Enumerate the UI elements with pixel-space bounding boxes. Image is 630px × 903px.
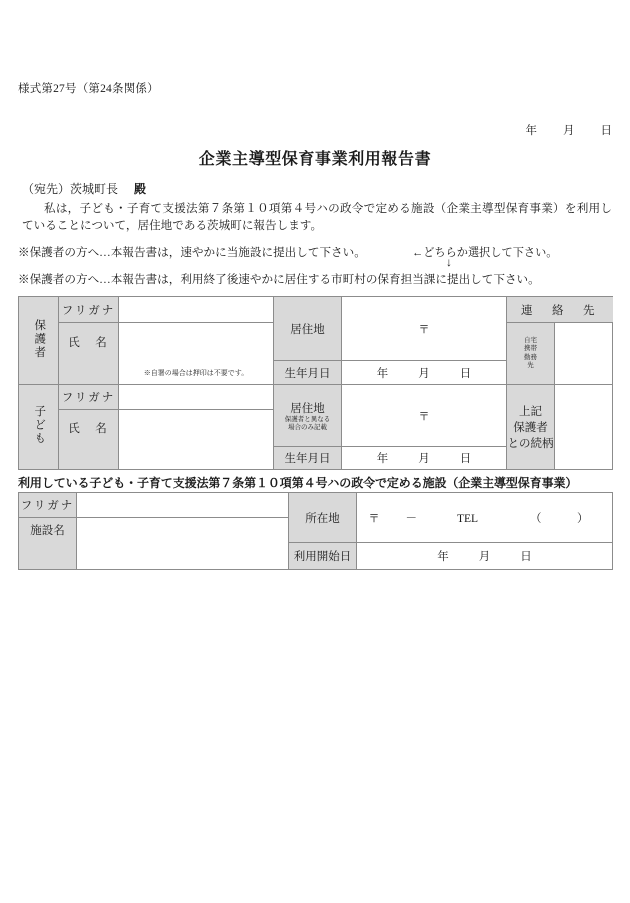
guardian-label-cell	[19, 297, 59, 385]
child-residence-input[interactable]	[342, 385, 507, 447]
child-birthdate-label-cell	[274, 447, 342, 470]
guardian-birth-month: 月	[418, 367, 430, 380]
facility-address-label-cell	[289, 493, 357, 543]
contact-option-mobile[interactable]: 携帯	[524, 345, 537, 353]
contact-type-cell	[507, 323, 555, 385]
start-date-input[interactable]	[357, 543, 613, 570]
child-birth-day: 日	[459, 453, 472, 465]
child-residence-sub-1: 保護者と異なる	[284, 416, 331, 424]
child-residence-sub-2: 場合のみ記載	[288, 423, 327, 431]
facility-furigana-input[interactable]	[77, 493, 289, 518]
facility-name-input[interactable]	[77, 518, 289, 543]
relation-label-line1: 上記	[519, 406, 542, 418]
guardian-furigana-label: フリガナ	[61, 304, 116, 317]
note-submit-to-facility: ※保護者の方へ…本報告書は，速やかに当施設に提出して下さい。	[18, 246, 366, 259]
guardian-birthdate-label-cell	[274, 361, 342, 385]
applicant-table	[18, 296, 613, 470]
relation-input[interactable]	[555, 385, 613, 470]
relation-label-line2: 保護者	[513, 422, 548, 434]
note-submit-to-municipality: ※保護者の方へ…本報告書は，利用終了後速やかに居住する市町村の保育担当課に提出して下さい。	[18, 273, 540, 286]
child-furigana-label: フリガナ	[61, 392, 116, 404]
start-date-month: 月	[478, 551, 491, 563]
addressee	[22, 180, 146, 197]
child-name-label: 氏 名	[68, 423, 109, 436]
guardian-residence-label-cell	[274, 297, 342, 361]
contact-option-home[interactable]: 自宅	[524, 337, 537, 345]
guardian-birth-ymd	[377, 365, 472, 381]
date-day-label: 日	[600, 125, 612, 137]
facility-address-input[interactable]	[357, 493, 613, 543]
child-label: 子ども	[33, 405, 46, 446]
guardian-furigana-label-cell	[59, 297, 119, 323]
facility-name-label-cell-cont	[19, 543, 77, 570]
child-birthdate-input[interactable]	[342, 447, 507, 470]
start-date-year: 年	[437, 551, 449, 563]
child-name-input[interactable]	[119, 410, 274, 447]
seal-note: ※自署の場合は押印は不要です。	[143, 369, 249, 378]
page-title: 企業主導型保育事業利用報告書	[198, 151, 432, 168]
down-arrow-icon: ↓	[446, 255, 452, 269]
contact-label-cell	[507, 297, 613, 323]
child-label-cell	[19, 385, 59, 470]
table-row	[19, 385, 613, 410]
child-name-label-cell-cont	[59, 447, 119, 470]
contact-option-work-suffix[interactable]: 先	[527, 361, 534, 369]
facility-name-label: 施設名	[30, 525, 65, 538]
guardian-label: 保護者	[33, 318, 46, 360]
postal-mark-icon: 〒	[368, 512, 380, 525]
guardian-name-label-cell-cont	[59, 361, 119, 385]
choose-one-note: ←どちらか選択して下さい。	[412, 247, 558, 259]
date-year-label: 年	[525, 125, 537, 137]
child-birth-ymd	[377, 450, 472, 466]
facility-name-label-cell	[19, 518, 77, 543]
start-date-label: 利用開始日	[293, 551, 352, 563]
tel-paren: （ ）	[530, 512, 601, 525]
table-row	[19, 493, 613, 518]
contact-option-work[interactable]: 勤務	[524, 353, 537, 361]
date-month-label: 月	[563, 125, 575, 137]
postal-mark-icon: 〒	[418, 410, 430, 423]
facility-section-heading: 利用している子ども・子育て支援法第７条第１０項第４号ハの政令で定める施設（企業主導型保育事業）	[18, 476, 578, 490]
contact-label: 連 絡 先	[521, 304, 599, 317]
seal-note-cell	[119, 361, 274, 385]
contact-number-input[interactable]	[555, 323, 613, 385]
guardian-birthdate-input[interactable]	[342, 361, 507, 385]
table-row	[19, 297, 613, 323]
addressee-honorific: 殿	[134, 182, 147, 196]
guardian-name-input[interactable]	[119, 323, 274, 361]
contact-options[interactable]	[507, 336, 554, 371]
facility-furigana-label-cell	[19, 493, 77, 518]
child-furigana-input[interactable]	[119, 385, 274, 410]
child-name-label-cell	[59, 410, 119, 447]
guardian-birthdate-label: 生年月日	[284, 367, 331, 380]
child-birthdate-label: 生年月日	[284, 453, 331, 465]
child-birth-year: 年	[376, 453, 389, 465]
facility-table	[18, 492, 613, 570]
child-residence-label: 居住地	[290, 403, 325, 416]
form-number: 様式第27号（第24条関係）	[18, 83, 159, 95]
relation-label-cell	[507, 385, 555, 470]
table-row	[19, 543, 613, 570]
facility-name-input-cont[interactable]	[77, 543, 289, 570]
guardian-name-label-cell	[59, 323, 119, 361]
postal-mark-icon: 〒	[418, 323, 430, 336]
guardian-residence-label: 居住地	[290, 323, 325, 336]
relation-label-line3: との続柄	[507, 438, 554, 450]
body-paragraph: 私は，子ども・子育て支援法第７条第１０項第４号ハの政令で定める施設（企業主導型保育事業）を利用していることについて，居住地である茨城町に報告します。	[22, 202, 612, 233]
facility-address-label: 所在地	[305, 512, 340, 525]
child-birth-month: 月	[418, 453, 430, 465]
guardian-name-label: 氏 名	[68, 336, 109, 349]
date-line	[526, 122, 613, 138]
facility-furigana-label: フリガナ	[20, 500, 75, 512]
child-furigana-label-cell	[59, 385, 119, 410]
guardian-birth-year: 年	[376, 367, 389, 380]
child-name-input-cont[interactable]	[119, 447, 274, 470]
start-date-label-cell	[289, 543, 357, 570]
start-date-ymd	[437, 548, 532, 564]
start-date-day: 日	[520, 551, 532, 563]
tel-label: TEL	[456, 512, 479, 525]
addressee-text: （宛先）茨城町長	[22, 182, 119, 196]
postal-dash: －	[405, 512, 417, 525]
guardian-birth-day: 日	[459, 367, 472, 380]
child-residence-label-cell	[274, 385, 342, 447]
guardian-furigana-input[interactable]	[119, 297, 274, 323]
guardian-residence-input[interactable]	[342, 297, 507, 361]
